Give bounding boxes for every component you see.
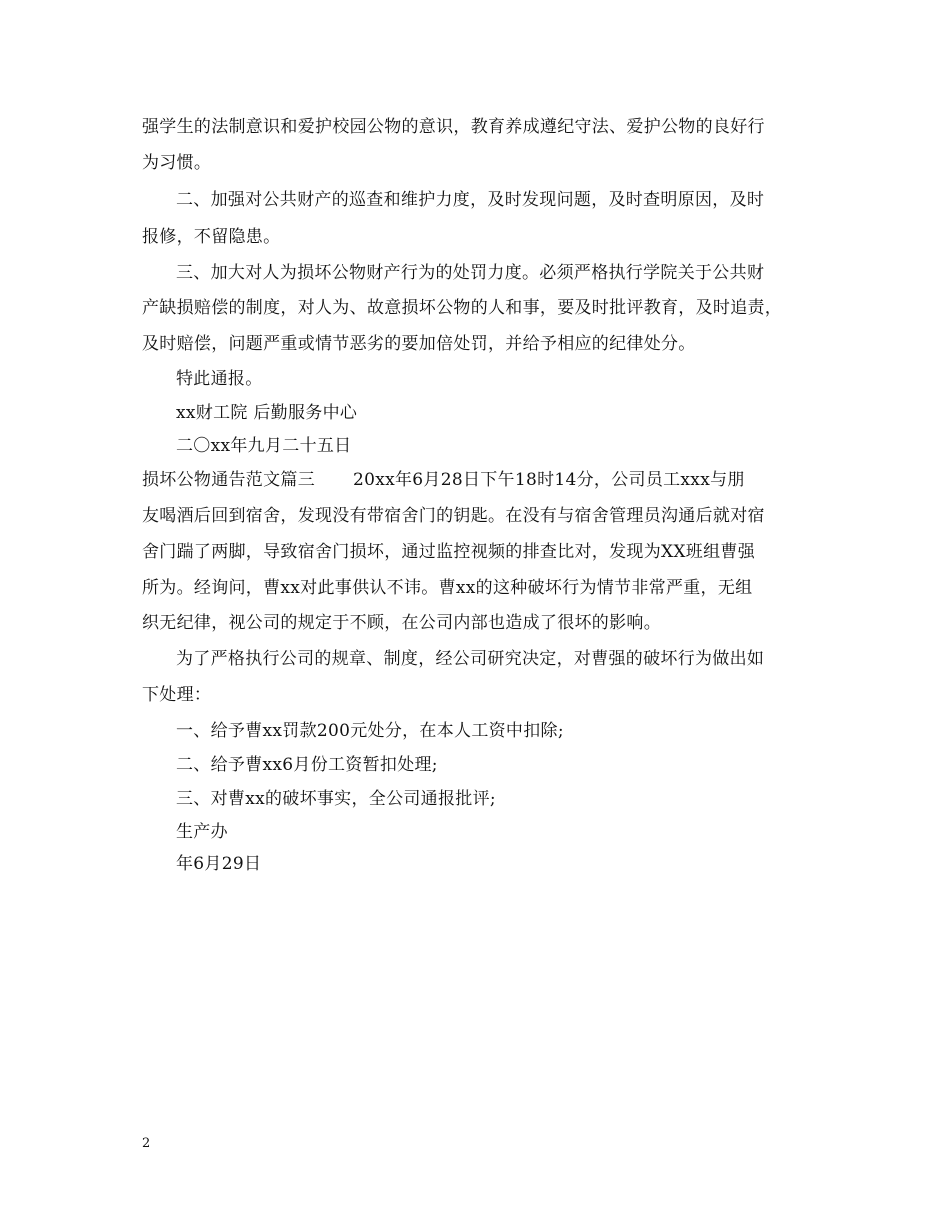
section-title-line [142, 469, 842, 491]
list-item: 一、给予曹xx罚款200元处分，在本人工资中扣除; [176, 721, 564, 741]
signature-date: 二〇xx年九月二十五日 [176, 436, 352, 456]
paragraph-line: 为了严格执行公司的规章、制度，经公司研究决定，对曹强的破坏行为做出如 [176, 649, 765, 669]
section-title: 损坏公物通告范文篇三 [142, 470, 315, 490]
paragraph-line: 为习惯。 [142, 153, 212, 173]
paragraph-line: 三、加大对人为损坏公物财产行为的处罚力度。必须严格执行学院关于公共财 [176, 263, 765, 283]
paragraph-line: 报修，不留隐患。 [142, 227, 281, 247]
paragraph-line: 及时赔偿，问题严重或情节恶劣的要加倍处罚，并给予相应的纪律处分。 [142, 334, 696, 354]
paragraph-line: 所为。经询问，曹xx对此事供认不讳。曹xx的这种破坏行为情节非常严重，无组 [142, 578, 753, 598]
paragraph-line: 友喝酒后回到宿舍，发现没有带宿舍门的钥匙。在没有与宿舍管理员沟通后就对宿 [142, 506, 765, 526]
list-item: 三、对曹xx的破坏事实，全公司通报批评; [176, 789, 496, 809]
signature-date: 年6月29日 [176, 854, 262, 874]
paragraph-line: 二、加强对公共财产的巡查和维护力度，及时发现问题，及时查明原因，及时 [176, 190, 765, 210]
page-number: 2 [142, 1136, 151, 1151]
paragraph-line: 强学生的法制意识和爱护校园公物的意识，教育养成遵纪守法、爱护公物的良好行 [142, 117, 765, 137]
paragraph-line: 舍门踹了两脚，导致宿舍门损坏，通过监控视频的排查比对，发现为XX班组曹强 [142, 542, 756, 562]
list-item: 二、给予曹xx6月份工资暂扣处理; [176, 755, 438, 775]
paragraph-line: 下处理： [142, 685, 212, 705]
signature-organization: xx财工院 后勤服务中心 [176, 403, 358, 423]
paragraph-line: 织无纪律，视公司的规定于不顾，在公司内部也造成了很坏的影响。 [142, 613, 661, 633]
signature-department: 生产办 [176, 822, 228, 842]
paragraph-text: 20xx年6月28日下午18时14分，公司员工xxx与朋 [353, 470, 745, 490]
paragraph-line: 产缺损赔偿的制度，对人为、故意损坏公物的人和事，要及时批评教育，及时追责， [142, 298, 783, 318]
closing-line: 特此通报。 [176, 369, 263, 389]
